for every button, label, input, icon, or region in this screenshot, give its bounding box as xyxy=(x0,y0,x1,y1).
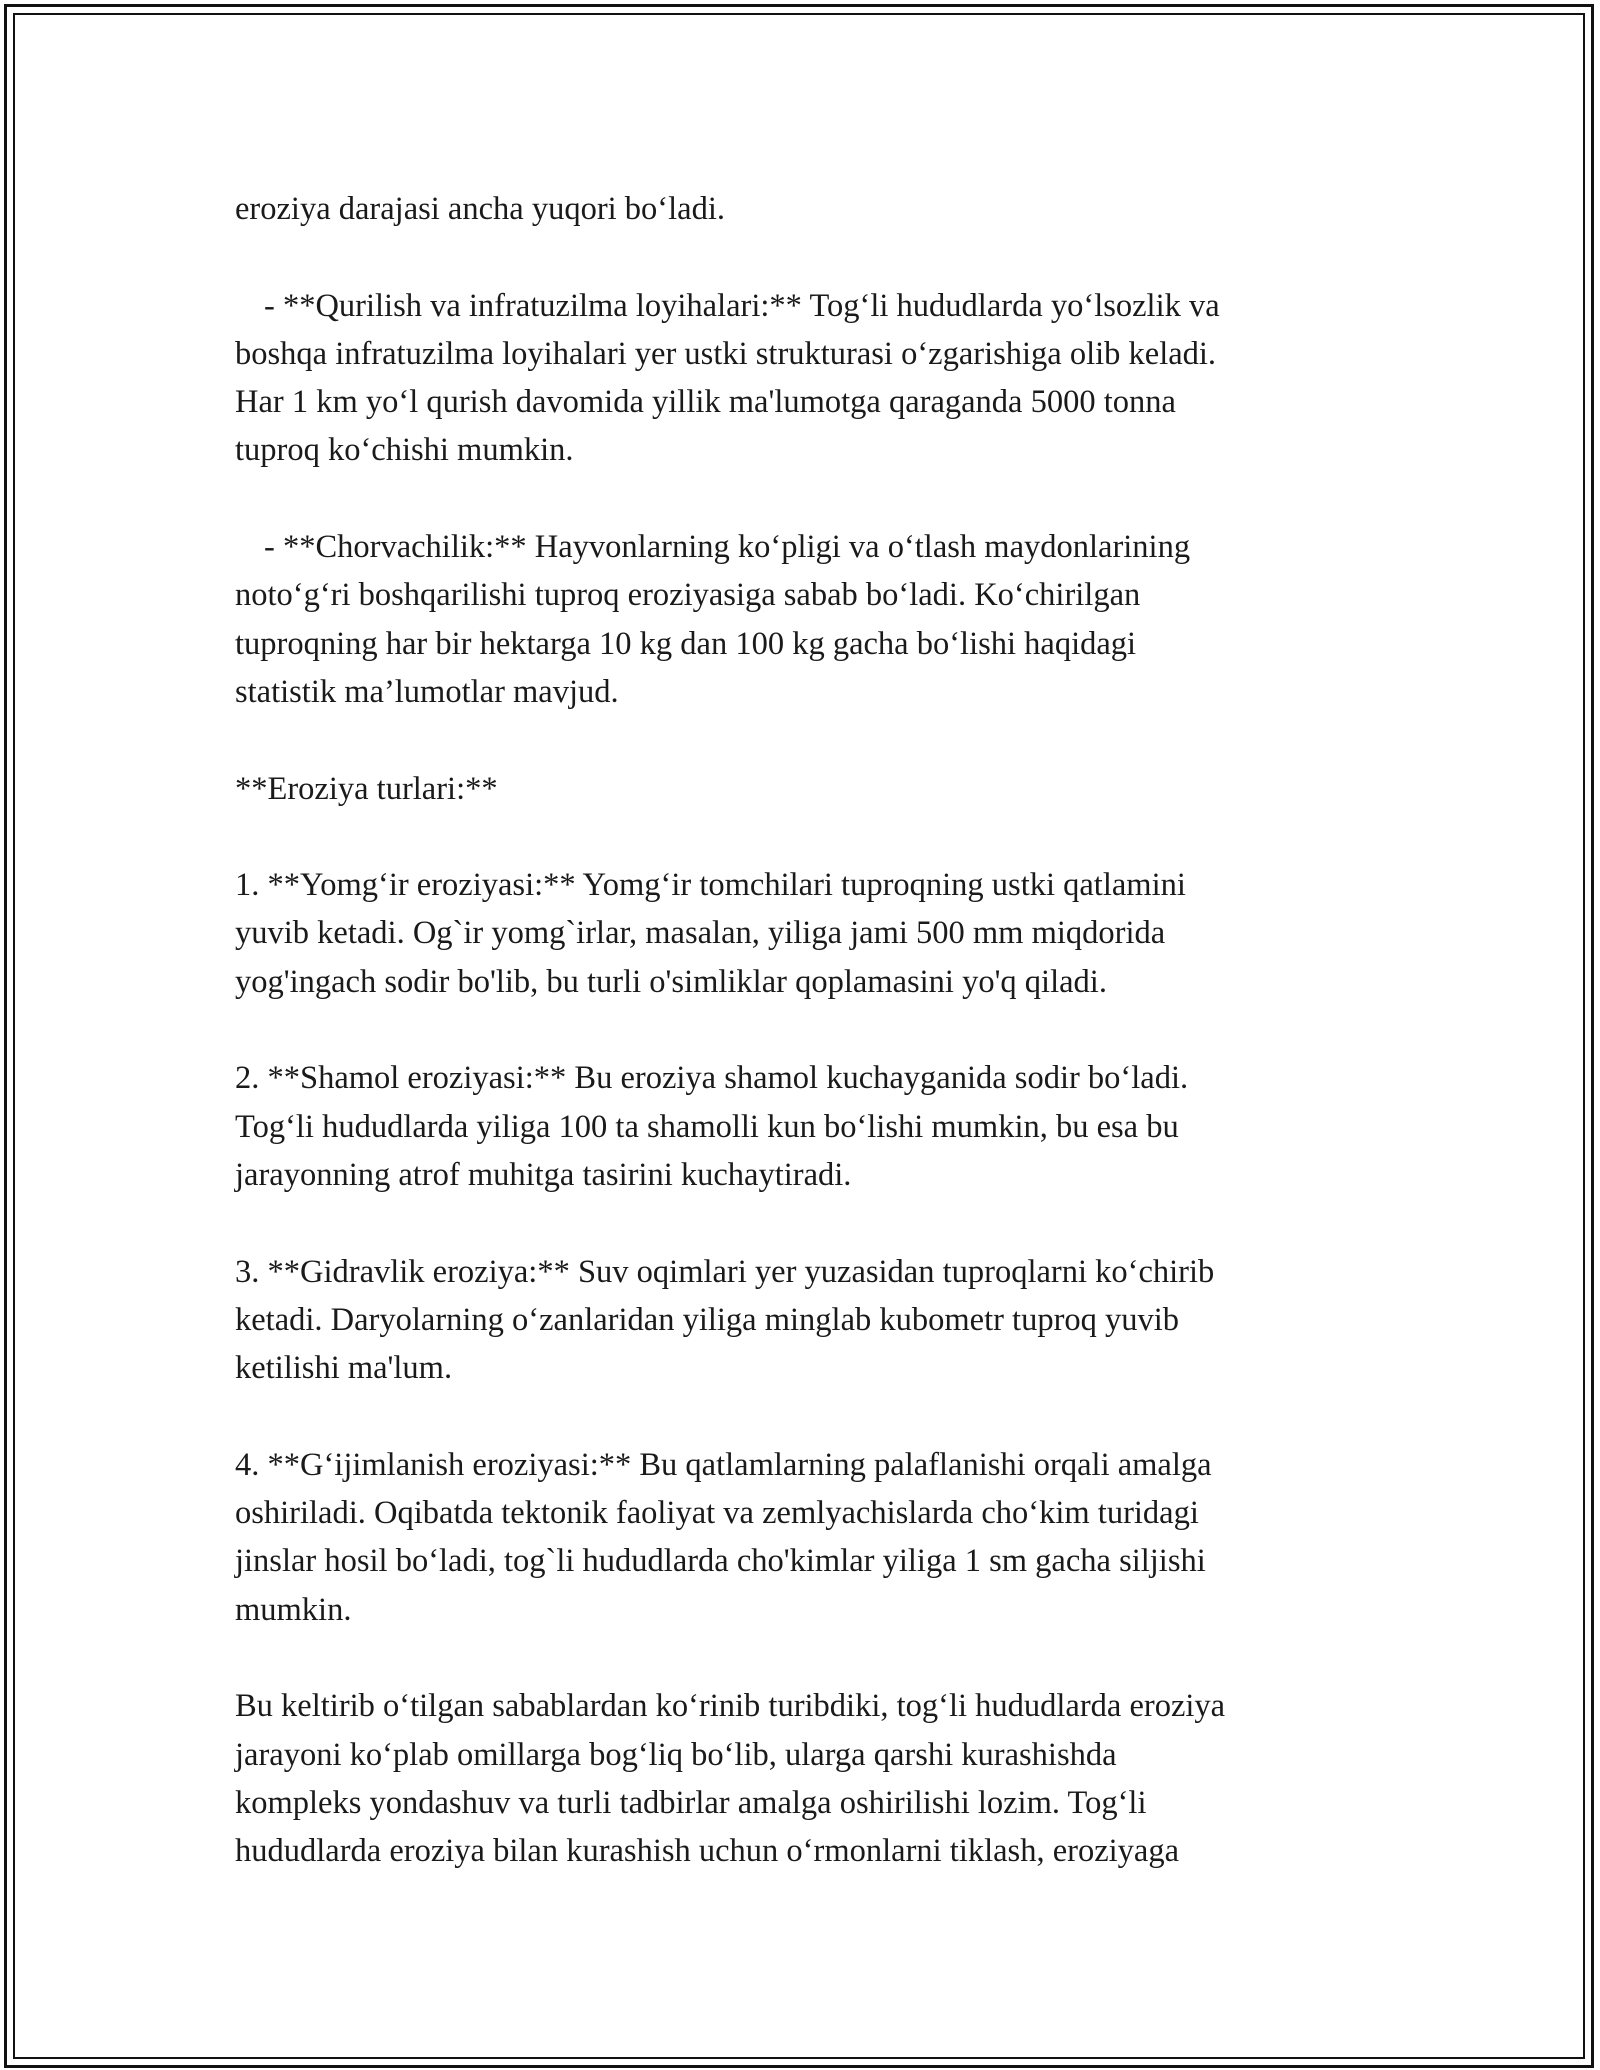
text-line: yuvib ketadi. Og`ir yomg`irlar, masalan, yiliga jami 500 mm miqdorida xyxy=(235,915,1166,952)
list-item-rain-erosion xyxy=(235,861,1375,1006)
paragraph-construction xyxy=(235,282,1375,475)
text-line: boshqa infratuzilma loyihalari yer ustki strukturasi o‘zgarishiga olib keladi. xyxy=(235,335,1217,372)
paragraph-gap xyxy=(235,1392,1375,1440)
text-line: jarayonning atrof muhitga tasirini kuchaytiradi. xyxy=(235,1156,852,1193)
text-line: statistik ma’lumotlar mavjud. xyxy=(235,673,619,710)
text-line: 2. **Shamol eroziyasi:** Bu eroziya shamol kuchayganida sodir bo‘ladi. xyxy=(235,1060,1189,1097)
paragraph-gap xyxy=(235,1199,1375,1247)
text-line: 4. **G‘ijimlanish eroziyasi:** Bu qatlamlarning palaflanishi orqali amalga xyxy=(235,1446,1212,1483)
text-line: **Eroziya turlari:** xyxy=(235,770,498,807)
list-item-hydraulic-erosion xyxy=(235,1248,1375,1393)
text-line: tuproqning har bir hektarga 10 kg dan 100 kg gacha bo‘lishi haqidagi xyxy=(235,625,1137,662)
text-line: Tog‘li hududlarda yiliga 100 ta shamolli kun bo‘lishi mumkin, bu esa bu xyxy=(235,1108,1179,1145)
text-line: Har 1 km yo‘l qurish davomida yillik ma'lumotga qaraganda 5000 tonna xyxy=(235,384,1176,421)
text-line: ketilishi ma'lum. xyxy=(235,1350,453,1387)
document-body xyxy=(235,185,1375,1875)
text-line: 3. **Gidravlik eroziya:** Suv oqimlari yer yuzasidan tuproqlarni ko‘chirib xyxy=(235,1253,1215,1290)
list-item-folding-erosion xyxy=(235,1441,1375,1634)
paragraph-erosion-intro xyxy=(235,185,1375,233)
paragraph-gap xyxy=(235,475,1375,523)
paragraph-gap xyxy=(235,1006,1375,1054)
text-line: ketadi. Daryolarning o‘zanlaridan yiliga minglab kubometr tuproq yuvib xyxy=(235,1301,1180,1338)
list-item-wind-erosion xyxy=(235,1054,1375,1199)
text-line: - **Chorvachilik:** Hayvonlarning ko‘pligi va o‘tlash maydonlarining xyxy=(264,529,1191,566)
paragraph-gap xyxy=(235,716,1375,764)
text-line: Bu keltirib o‘tilgan sabablardan ko‘rinib turibdiki, tog‘li hududlarda eroziya xyxy=(235,1688,1226,1725)
paragraph-conclusion xyxy=(235,1682,1375,1875)
text-line: eroziya darajasi ancha yuqori bo‘ladi. xyxy=(235,191,725,227)
text-line: oshiriladi. Oqibatda tektonik faoliyat va zemlyachislarda cho‘kim turidagi xyxy=(235,1495,1199,1532)
text-line: - **Qurilish va infratuzilma loyihalari:** Tog‘li hududlarda yo‘lsozlik va xyxy=(264,287,1220,324)
paragraph-gap xyxy=(235,1634,1375,1682)
paragraph-livestock xyxy=(235,523,1375,716)
text-line: jinslar hosil bo‘ladi, tog`li hududlarda cho'kimlar yiliga 1 sm gacha siljishi xyxy=(235,1543,1206,1580)
text-line: yog'ingach sodir bo'lib, bu turli o'simliklar qoplamasini yo'q qiladi. xyxy=(235,963,1107,1000)
text-line: kompleks yondashuv va turli tadbirlar amalga oshirilishi lozim. Tog‘li xyxy=(235,1784,1147,1821)
section-heading-erosion-types xyxy=(235,765,1375,813)
paragraph-gap xyxy=(235,233,1375,281)
text-line: noto‘g‘ri boshqarilishi tuproq eroziyasiga sabab bo‘ladi. Ko‘chirilgan xyxy=(235,577,1141,614)
text-line: tuproq ko‘chishi mumkin. xyxy=(235,432,574,469)
paragraph-gap xyxy=(235,813,1375,861)
text-line: 1. **Yomg‘ir eroziyasi:** Yomg‘ir tomchilari tuproqning ustki qatlamini xyxy=(235,867,1186,904)
text-line: hududlarda eroziya bilan kurashish uchun o‘rmonlarni tiklash, eroziyaga xyxy=(235,1833,1180,1870)
text-line: mumkin. xyxy=(235,1591,352,1628)
text-line: jarayoni ko‘plab omillarga bog‘liq bo‘lib, ularga qarshi kurashishda xyxy=(235,1736,1117,1773)
